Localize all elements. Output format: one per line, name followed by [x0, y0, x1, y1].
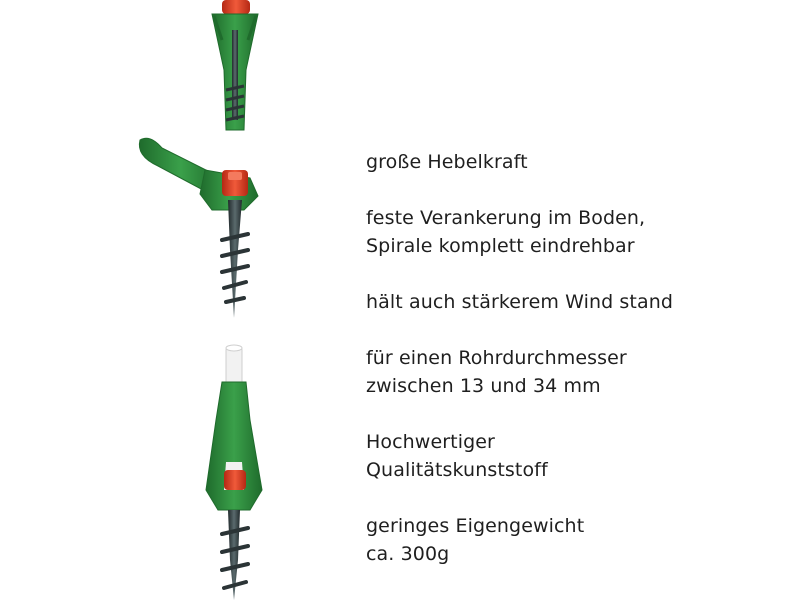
feature-weight-line-2: ca. 300g: [366, 543, 450, 565]
feature-leverage: [366, 148, 786, 176]
feature-wind: [366, 288, 786, 316]
umbrella-holder-closed-icon: [212, 0, 258, 130]
feature-material-line-1: Hochwertiger: [366, 431, 495, 453]
feature-diameter-line-1: für einen Rohrdurchmesser: [366, 347, 627, 369]
feature-diameter-line-2: zwischen 13 und 34 mm: [366, 375, 601, 397]
umbrella-holder-lever-open-icon: [139, 138, 258, 318]
feature-material: [366, 428, 786, 484]
feature-material-line-2: Qualitätskunststoff: [366, 459, 548, 481]
feature-anchoring: [366, 204, 786, 260]
feature-list: [366, 148, 786, 596]
feature-weight-line-1: geringes Eigengewicht: [366, 515, 585, 537]
feature-weight: [366, 512, 786, 568]
feature-leverage-line-1: große Hebelkraft: [366, 151, 528, 173]
feature-wind-line-1: hält auch stärkerem Wind stand: [366, 291, 673, 313]
product-illustration: [0, 0, 340, 600]
umbrella-holder-with-pole-icon: [206, 345, 262, 600]
feature-anchoring-line-1: feste Verankerung im Boden,: [366, 207, 646, 229]
feature-anchoring-line-2: Spirale komplett eindrehbar: [366, 235, 635, 257]
feature-diameter: [366, 344, 786, 400]
